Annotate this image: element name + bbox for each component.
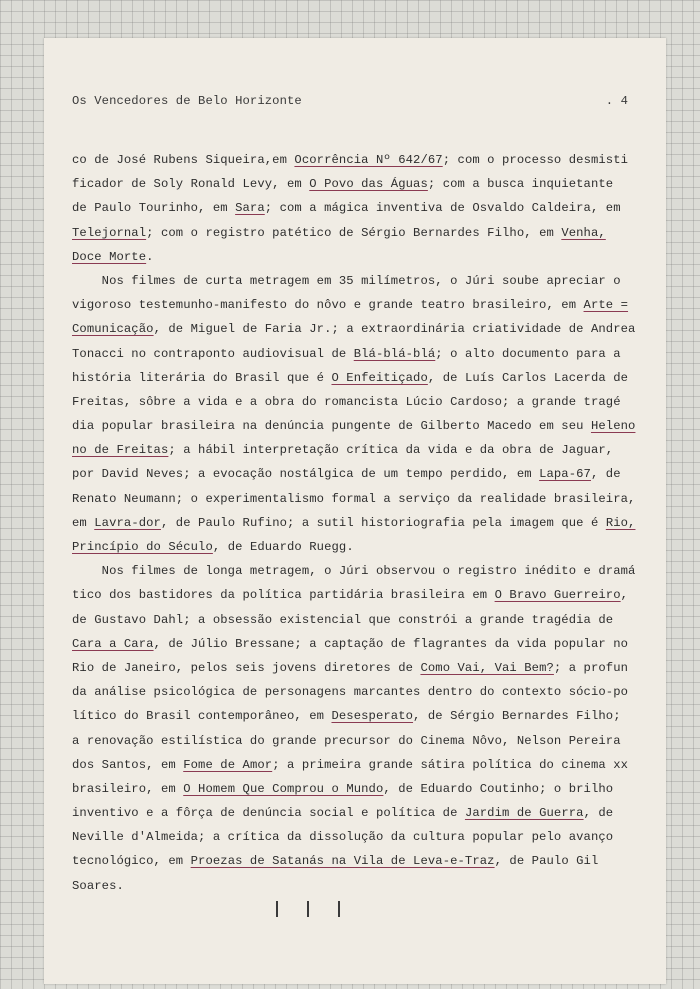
text-segment: Neville d'Almeida; a crítica da dissolução da cultura popular pelo avanço <box>72 830 614 845</box>
text-segment: , <box>620 588 629 603</box>
text-segment: história literária do Brasil que é <box>72 370 332 385</box>
text-line <box>72 414 647 438</box>
underlined-title: O Homem Que Comprou o Mundo <box>183 781 384 796</box>
text-line <box>72 680 647 704</box>
text-segment: , de Eduardo Coutinho; o brilho <box>383 781 614 796</box>
end-mark <box>276 901 278 917</box>
text-line <box>72 729 647 753</box>
text-line <box>72 704 647 728</box>
text-segment: ; o alto documento para a <box>435 346 621 361</box>
underlined-title: Lavra-dor <box>94 515 161 530</box>
text-segment: , de Júlio Bressane; a captação de flagrantes da vida popular no <box>153 636 629 651</box>
text-line <box>72 269 647 293</box>
end-mark <box>338 901 340 917</box>
underlined-title: Arte = <box>583 298 629 313</box>
text-line <box>72 535 647 559</box>
underlined-title: Blá-blá-blá <box>353 346 436 361</box>
underlined-title: Jardim de Guerra <box>464 806 584 821</box>
text-line <box>72 874 647 898</box>
text-segment: , de Sérgio Bernardes Filho; <box>413 709 621 724</box>
text-line <box>72 148 647 172</box>
underlined-title: O Bravo Guerreiro <box>494 588 621 603</box>
text-segment: Nos filmes de curta metragem em 35 milímetros, o Júri soube apreciar o <box>72 273 621 288</box>
text-segment: , de Paulo Rufino; a sutil historiografia pela imagem que é <box>160 515 606 530</box>
underlined-title: Heleno <box>590 419 636 434</box>
underlined-title: Proezas de Satanás na Vila de Leva-e-Traz <box>190 854 495 869</box>
text-line <box>72 849 647 873</box>
text-segment: ficador de Soly Ronald Levy, em <box>72 177 310 192</box>
text-line <box>72 825 647 849</box>
underlined-title: Telejornal <box>72 225 147 240</box>
text-segment: , de <box>590 467 621 482</box>
text-segment: tecnológico, em <box>72 854 191 869</box>
text-segment: ; a profun <box>553 660 629 675</box>
underlined-title: Princípio do Século <box>72 540 213 554</box>
underlined-title: Sara <box>235 201 265 216</box>
underlined-title: Rio, <box>605 515 636 530</box>
underlined-title: Como Vai, Vai Bem? <box>420 660 554 675</box>
underlined-title: Lapa-67 <box>539 467 591 482</box>
underlined-title: Ocorrência Nº 642/67 <box>294 153 443 167</box>
text-segment: lítico do Brasil contemporâneo, em <box>72 709 332 724</box>
text-segment: Freitas, sôbre a vida e a obra do romancista Lúcio Cardoso; a grande tragé <box>72 394 621 409</box>
text-line <box>72 221 647 245</box>
text-segment: brasileiro, em <box>72 781 184 796</box>
text-segment: Nos filmes de longa metragem, o Júri observou o registro inédito e dramá <box>72 564 636 579</box>
text-segment: tico dos bastidores da política partidária brasileira em <box>72 588 495 603</box>
text-segment: , de <box>583 806 614 821</box>
text-segment: da análise psicológica de personagens marcantes dentro do contexto sócio-po <box>72 685 629 700</box>
text-segment: . <box>146 249 154 264</box>
text-line <box>72 438 647 462</box>
text-line <box>72 777 647 801</box>
underlined-title: Desesperato <box>331 709 414 724</box>
text-segment: Rio de Janeiro, pelos seis jovens diretores de <box>72 660 421 675</box>
text-segment: , de Luís Carlos Lacerda de <box>427 370 629 385</box>
text-line <box>72 583 647 607</box>
page-number: . 4 <box>605 94 628 108</box>
body-text <box>72 148 647 898</box>
text-line <box>72 632 647 656</box>
text-segment: , de Paulo Gil <box>494 854 599 869</box>
text-segment: co de José Rubens Siqueira,em <box>72 153 295 167</box>
text-line <box>72 390 647 414</box>
text-line <box>72 753 647 777</box>
text-line <box>72 196 647 220</box>
underlined-title: Comunicação <box>72 322 154 337</box>
text-line <box>72 608 647 632</box>
end-marks <box>270 901 350 919</box>
text-segment: dos Santos, em <box>72 757 184 772</box>
text-line <box>72 172 647 196</box>
text-line <box>72 656 647 680</box>
underlined-title: Venha, <box>561 225 606 240</box>
text-segment: a renovação estilística do grande precursor do Cinema Nôvo, Nelson Pereira <box>72 733 621 748</box>
text-line <box>72 342 647 366</box>
end-mark <box>307 901 309 917</box>
text-line <box>72 801 647 825</box>
underlined-title: no de Freitas <box>72 443 169 458</box>
text-line <box>72 487 647 511</box>
text-segment: de Paulo Tourinho, em <box>72 201 236 216</box>
text-segment: ; a hábil interpretação crítica da vida e da obra de Jaguar, <box>168 443 614 458</box>
text-line <box>72 462 647 486</box>
text-line <box>72 245 647 269</box>
text-segment: dia popular brasileira na denúncia pungente de Gilberto Macedo em seu <box>72 419 591 434</box>
underlined-title: O Povo das Águas <box>309 177 428 192</box>
page-header <box>72 94 628 110</box>
text-segment: de Gustavo Dahl; a obsessão existencial que constrói a grande tragédia de <box>72 612 614 627</box>
text-segment: ; com a busca inquietante <box>427 177 614 192</box>
text-segment: vigoroso testemunho-manifesto do nôvo e grande teatro brasileiro, em <box>72 298 584 313</box>
text-segment: em <box>72 515 95 530</box>
text-segment: ; a primeira grande sátira política do cinema xx <box>272 757 629 772</box>
text-segment: por David Neves; a evocação nostálgica de um tempo perdido, em <box>72 467 540 482</box>
underlined-title: Fome de Amor <box>183 757 273 772</box>
text-segment: Tonacci no contraponto audiovisual de <box>72 346 354 361</box>
text-segment: ; com a mágica inventiva de Osvaldo Caldeira, em <box>264 201 621 216</box>
document-title: Os Vencedores de Belo Horizonte <box>72 94 302 108</box>
text-line <box>72 317 647 341</box>
text-segment: ; com o registro patético de Sérgio Bernardes Filho, em <box>146 225 562 240</box>
text-line <box>72 366 647 390</box>
text-segment: Renato Neumann; o experimentalismo formal a serviço da realidade brasileira, <box>72 491 636 506</box>
text-line <box>72 511 647 535</box>
text-segment: , de Eduardo Ruegg. <box>212 540 354 554</box>
text-line <box>72 559 647 583</box>
text-line <box>72 293 647 317</box>
text-segment: Soares. <box>72 878 124 893</box>
underlined-title: O Enfeitiçado <box>331 370 428 385</box>
text-segment: inventivo e a fôrça de denúncia social e política de <box>72 806 465 821</box>
underlined-title: Doce Morte <box>72 249 147 264</box>
underlined-title: Cara a Cara <box>72 636 154 651</box>
text-segment: ; com o processo desmisti <box>442 153 629 167</box>
text-segment: , de Miguel de Faria Jr.; a extraordinária criatividade de Andrea <box>153 322 636 337</box>
